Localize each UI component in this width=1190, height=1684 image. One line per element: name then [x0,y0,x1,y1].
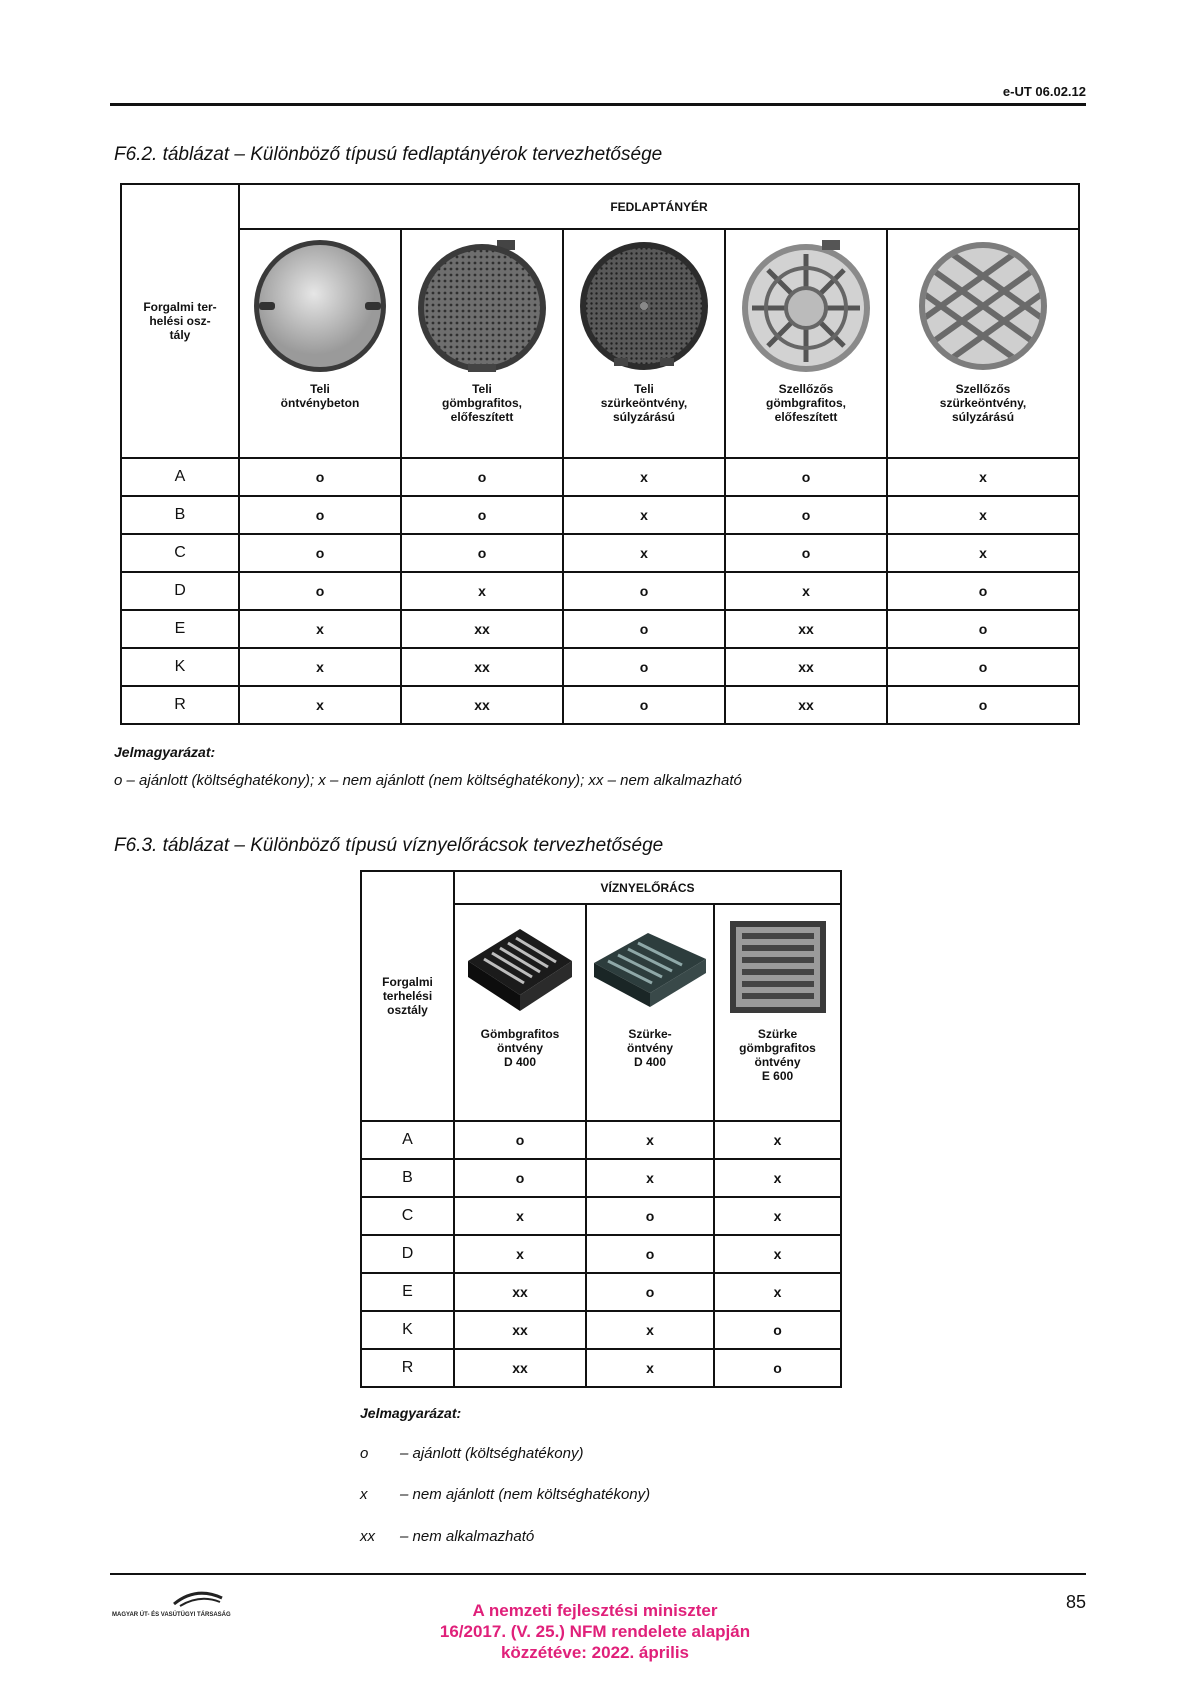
legend-symbol: x [360,1486,368,1503]
vented-ductile-cover-icon [736,236,876,376]
load-class-cell: C [121,534,239,572]
rating-cell: xx [725,686,887,724]
rating-cell: x [586,1159,714,1197]
rating-cell: xx [401,610,563,648]
load-class-cell: A [121,458,239,496]
rating-cell: o [563,572,725,610]
load-class-cell: D [121,572,239,610]
table1-legend-title: Jelmagyarázat: [114,744,216,760]
table2-col-1 [586,904,714,1121]
table2-col-label: Szürke gömbgrafitos öntvény E 600 [739,1027,816,1083]
table-row [361,1197,841,1235]
rating-cell: o [887,610,1079,648]
rating-cell: x [454,1197,586,1235]
rating-cell: o [586,1235,714,1273]
table1-col-label: Szellőzős szürkeöntvény, súlyzárású [939,382,1027,424]
document-id: e-UT 06.02.12 [1002,84,1086,99]
rating-cell: o [239,496,401,534]
table-row [361,1159,841,1197]
rating-cell: x [887,534,1079,572]
rating-cell: x [454,1235,586,1273]
table-row [361,1311,841,1349]
table2-group-header: VÍZNYELŐRÁCS [454,871,841,904]
table2 [360,870,842,1388]
solid-grey-cast-cover-icon [574,236,714,376]
rating-cell: xx [454,1311,586,1349]
rating-cell: o [887,648,1079,686]
table-row [121,610,1079,648]
table-row [121,648,1079,686]
rating-cell: x [887,458,1079,496]
rating-cell: x [563,496,725,534]
load-class-cell: K [121,648,239,686]
rating-cell: o [887,572,1079,610]
rating-cell: x [239,610,401,648]
ductile-grate-icon [458,911,582,1021]
load-class-cell: E [121,610,239,648]
publication-line: közzétéve: 2022. április [500,1643,690,1662]
rating-cell: o [239,458,401,496]
rating-cell: x [714,1197,841,1235]
rating-cell: x [887,496,1079,534]
table1-col-label: Teli öntvénybeton [280,382,360,410]
table2-legend-title: Jelmagyarázat: [360,1405,462,1421]
rating-cell: o [401,458,563,496]
svg-text:MAGYAR ÚT- ÉS VASÚTÜGYI TÁRSAS: MAGYAR ÚT- ÉS VASÚTÜGYI TÁRSASÁG [112,1612,231,1618]
rating-cell: o [714,1311,841,1349]
table-row [361,1121,841,1159]
rating-cell: o [714,1349,841,1387]
rating-cell: o [586,1197,714,1235]
page-number: 85 [1065,1592,1086,1612]
table2-caption: F6.3. táblázat – Különböző típusú víznyelőrácsok tervezhetősége [114,835,664,856]
rating-cell: o [401,534,563,572]
legend-description: – nem ajánlott (nem költséghatékony) [400,1486,651,1503]
load-class-cell: K [361,1311,454,1349]
table1-legend-text: o – ajánlott (költséghatékony); x – nem ajánlott (nem költséghatékony); xx – nem alkalmazható [114,772,742,789]
legend-symbol: o [360,1445,369,1462]
rating-cell: x [239,648,401,686]
rating-cell: x [586,1349,714,1387]
society-logo [112,1588,262,1618]
table2-col-2 [714,904,841,1121]
rating-cell: x [563,534,725,572]
legend-description: – nem alkalmazható [400,1528,535,1545]
legend-description: – ajánlott (költséghatékony) [400,1445,584,1462]
rating-cell: o [563,648,725,686]
table-row [121,496,1079,534]
rating-cell: x [714,1159,841,1197]
table1-row-header: Forgalmi ter- helési osz- tály [121,184,239,458]
rating-cell: o [725,458,887,496]
table1-col-label: Teli szürkeöntvény, súlyzárású [600,382,688,424]
load-class-cell: R [361,1349,454,1387]
rating-cell: x [725,572,887,610]
rating-cell: x [714,1235,841,1273]
rating-cell: o [725,496,887,534]
publication-line: 16/2017. (V. 25.) NFM rendelete alapján [439,1622,751,1641]
table-row [121,458,1079,496]
load-class-cell: D [361,1235,454,1273]
table2-col-0 [454,904,586,1121]
rating-cell: o [401,496,563,534]
publication-note [360,1600,830,1663]
table1 [120,183,1080,725]
rating-cell: xx [454,1349,586,1387]
rating-cell: o [586,1273,714,1311]
table1-col-2 [563,229,725,458]
vented-grey-cast-cover-icon [913,236,1053,376]
table-row [361,1235,841,1273]
rating-cell: o [454,1121,586,1159]
load-class-cell: R [121,686,239,724]
table1-col-label: Szellőzős gömbgrafitos, előfeszített [766,382,846,424]
load-class-cell: B [361,1159,454,1197]
table-row [361,1349,841,1387]
table-row [121,572,1079,610]
table1-caption: F6.2. táblázat – Különböző típusú fedlaptányérok tervezhetősége [114,144,663,165]
publication-line: A nemzeti fejlesztési miniszter [472,1601,718,1620]
table2-row-header: Forgalmi terhelési osztály [361,871,454,1121]
header-rule [110,103,1086,106]
rating-cell: o [563,610,725,648]
rating-cell: x [586,1311,714,1349]
rating-cell: o [725,534,887,572]
rating-cell: o [887,686,1079,724]
framed-grate-icon [716,911,840,1021]
table2-col-label: Szürke- öntvény D 400 [626,1027,673,1069]
rating-cell: o [454,1159,586,1197]
rating-cell: xx [725,648,887,686]
load-class-cell: C [361,1197,454,1235]
solid-ductile-cover-icon [412,236,552,376]
load-class-cell: E [361,1273,454,1311]
rating-cell: xx [401,648,563,686]
load-class-cell: B [121,496,239,534]
table2-col-label: Gömbgrafitos öntvény D 400 [480,1027,560,1069]
table1-col-label: Teli gömbgrafitos, előfeszített [442,382,522,424]
table1-col-3 [725,229,887,458]
table1-group-header: FEDLAPTÁNYÉR [239,184,1079,229]
footer-rule [110,1573,1086,1575]
grey-cast-grate-icon [588,911,712,1021]
rating-cell: xx [454,1273,586,1311]
table-row [121,534,1079,572]
solid-concrete-cover-icon [250,236,390,376]
table-row [361,1273,841,1311]
legend-symbol: xx [360,1528,375,1545]
rating-cell: o [239,572,401,610]
rating-cell: x [239,686,401,724]
table1-col-4 [887,229,1079,458]
rating-cell: o [239,534,401,572]
table1-col-0 [239,229,401,458]
rating-cell: xx [725,610,887,648]
rating-cell: xx [401,686,563,724]
rating-cell: x [401,572,563,610]
load-class-cell: A [361,1121,454,1159]
table-row [121,686,1079,724]
rating-cell: x [714,1273,841,1311]
rating-cell: x [563,458,725,496]
rating-cell: o [563,686,725,724]
table1-col-1 [401,229,563,458]
rating-cell: x [586,1121,714,1159]
rating-cell: x [714,1121,841,1159]
